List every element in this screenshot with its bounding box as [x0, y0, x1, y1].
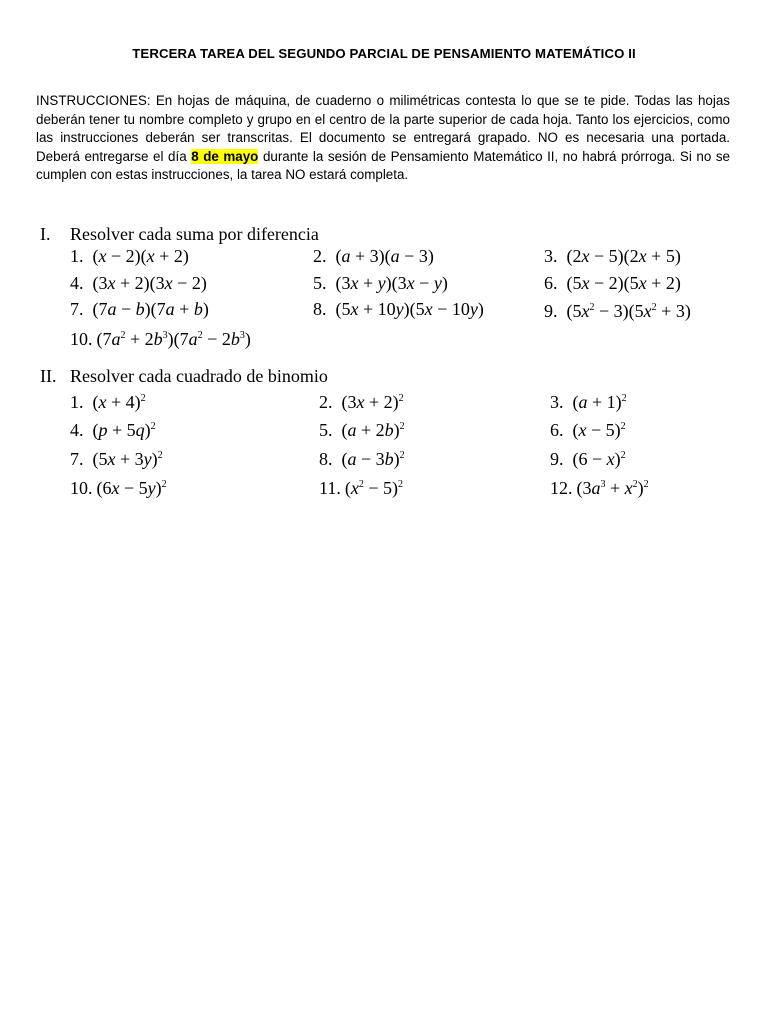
- exercise-item: [313, 299, 484, 320]
- exercise-expression: (3x + 2)(3x − 2): [92, 273, 207, 293]
- exercise-number: 4.: [70, 273, 84, 293]
- exercise-expression: $(3a^3 + x^2)^2$: [576, 478, 649, 498]
- exercise-expression: $(5x^2 - 3)(5x^2 + 3)$: [566, 301, 691, 321]
- exercise-expression: (3x + y)(3x − y): [335, 273, 448, 293]
- exercise-expression: (5x + 10y)(5x − 10y): [335, 299, 484, 319]
- exercise-number: 10.: [70, 329, 93, 349]
- section-heading-text: Resolver cada cuadrado de binomio: [70, 366, 328, 386]
- exercise-item: [70, 392, 146, 413]
- exercise-number: 3.: [544, 246, 558, 266]
- exercise-item: [70, 478, 167, 499]
- exercise-expression: (2x − 5)(2x + 5): [566, 246, 681, 266]
- section-heading-text: Resolver cada suma por diferencia: [70, 224, 319, 244]
- exercise-expression: $(a + 2b)^2$: [341, 420, 405, 440]
- due-date-highlight: 8 de mayo: [191, 148, 259, 164]
- exercise-item: [313, 273, 448, 294]
- exercise-expression: $(x^2 - 5)^2$: [344, 478, 403, 498]
- exercise-item: [70, 449, 163, 470]
- exercise-number: 6.: [544, 273, 558, 293]
- exercise-number: 6.: [550, 420, 564, 440]
- exercise-item: [70, 420, 156, 441]
- exercise-expression: $(6 - x)^2$: [572, 449, 626, 469]
- exercise-number: 9.: [544, 301, 558, 321]
- exercise-item: [319, 420, 405, 441]
- exercise-item: [544, 273, 681, 294]
- document-title: TERCERA TAREA DEL SEGUNDO PARCIAL DE PENSAMIENTO MATEMÁTICO II: [132, 46, 636, 61]
- exercise-number: 10.: [70, 478, 93, 498]
- exercise-number: 5.: [313, 273, 327, 293]
- exercise-item: [319, 449, 405, 470]
- exercise-item: [313, 246, 434, 267]
- section-heading-2: [40, 366, 328, 387]
- exercise-item: [550, 420, 626, 441]
- exercise-item: [70, 246, 189, 267]
- exercise-item: [70, 329, 251, 350]
- exercise-expression: $(a + 1)^2$: [572, 392, 627, 412]
- exercise-number: 2.: [319, 392, 333, 412]
- exercise-expression: $(a - 3b)^2$: [341, 449, 405, 469]
- exercise-item: [544, 301, 691, 322]
- exercise-number: 3.: [550, 392, 564, 412]
- exercise-item: [544, 246, 681, 267]
- exercise-item: [319, 478, 403, 499]
- exercise-item: [550, 449, 626, 470]
- instructions-text-before: INSTRUCCIONES: En hojas de máquina, de cuaderno o milimétricas contesta lo que se te pide. Todas las hojas deberán tener tu nombre completo y grupo en el centro de la parte superior de cada hoja. Tanto los ejercicios, como las instrucciones deberán ser transcritas. El documento se entregará grapado. NO es necesaria una portada. Deberá entregarse el día: [36, 93, 730, 164]
- exercise-expression: (x − 2)(x + 2): [92, 246, 189, 266]
- exercise-expression: $(6x - 5y)^2$: [96, 478, 167, 498]
- exercise-number: 7.: [70, 449, 84, 469]
- exercise-expression: $(x + 4)^2$: [92, 392, 146, 412]
- instructions-paragraph: [36, 92, 730, 185]
- instructions-text-after: durante la sesión de Pensamiento Matemático II, no habrá prórroga. Si no se cumplen con estas instrucciones, la tarea NO estará completa.: [36, 148, 730, 182]
- exercise-expression: (7a − b)(7a + b): [92, 299, 209, 319]
- section-heading-1: [40, 224, 319, 245]
- exercise-expression: $(3x + 2)^2$: [341, 392, 404, 412]
- exercise-number: 1.: [70, 392, 84, 412]
- exercise-item: [550, 392, 627, 413]
- exercise-item: [70, 299, 209, 320]
- exercise-number: 12.: [550, 478, 573, 498]
- section-roman: II.: [40, 366, 57, 386]
- exercise-number: 4.: [70, 420, 84, 440]
- exercise-item: [319, 392, 404, 413]
- exercise-number: 8.: [313, 299, 327, 319]
- exercise-expression: $(p + 5q)^2$: [92, 420, 156, 440]
- exercise-expression: $(7a^2 + 2b^3)(7a^2 - 2b^3)$: [96, 329, 251, 349]
- exercise-number: 1.: [70, 246, 84, 266]
- exercise-number: 8.: [319, 449, 333, 469]
- exercise-number: 11.: [319, 478, 341, 498]
- exercise-expression: (a + 3)(a − 3): [335, 246, 434, 266]
- section-roman: I.: [40, 224, 51, 244]
- exercise-number: 2.: [313, 246, 327, 266]
- exercise-number: 9.: [550, 449, 564, 469]
- exercise-expression: $(5x + 3y)^2$: [92, 449, 163, 469]
- exercise-number: 5.: [319, 420, 333, 440]
- exercise-expression: $(x - 5)^2$: [572, 420, 626, 440]
- exercise-expression: (5x − 2)(5x + 2): [566, 273, 681, 293]
- exercise-number: 7.: [70, 299, 84, 319]
- exercise-item: [70, 273, 207, 294]
- exercise-item: [550, 478, 649, 499]
